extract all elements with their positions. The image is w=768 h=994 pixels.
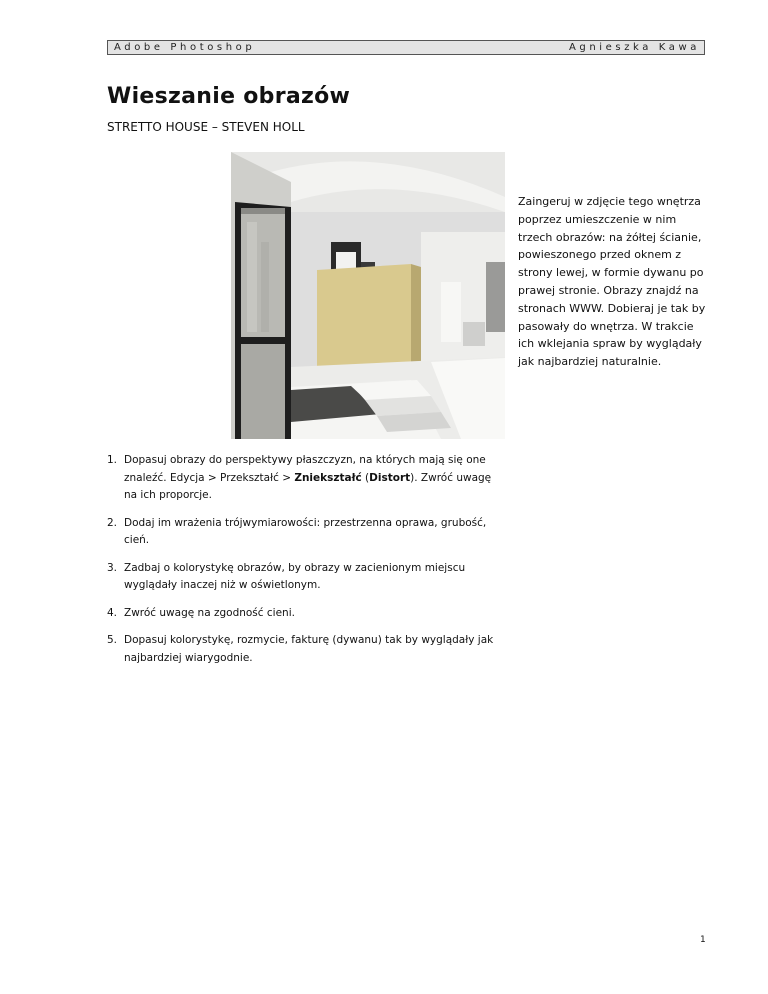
list-item-number: 4. <box>107 606 118 619</box>
interior-photo <box>231 152 505 439</box>
list-item-text: Zadbaj o kolorystykę obrazów, by obrazy w zacienionym miejscu wyglądały inaczej niż w oświetlonym. <box>124 561 466 591</box>
list-item-text: Dopasuj obrazy do perspektywy płaszczyzn, na których mają się one znaleźć. Edycja > Przekształć > <box>124 454 486 484</box>
list-item-number: 2. <box>107 516 118 529</box>
list-item <box>107 605 497 623</box>
header-left-text: Adobe Photoshop <box>114 42 256 53</box>
header-right-text: Agnieszka Kawa <box>568 42 700 53</box>
list-item-text: Dodaj im wrażenia trójwymiarowości: przestrzenna oprawa, grubość, cień. <box>124 516 487 546</box>
interior-photo-icon <box>231 152 505 439</box>
list-item-text: ( <box>361 471 370 484</box>
page-title: Wieszanie obrazów <box>107 84 351 109</box>
list-item <box>107 452 497 505</box>
list-item <box>107 632 497 667</box>
list-item-text: ). Zwróć uwagę na ich proporcje. <box>124 471 492 501</box>
running-header <box>107 40 705 55</box>
list-item-text: Dopasuj kolorystykę, rozmycie, fakturę (dywanu) tak by wyglądały jak najbardziej wiarygodnie. <box>124 634 494 664</box>
page-subtitle: STRETTO HOUSE – STEVEN HOLL <box>107 120 305 134</box>
task-description: Zaingeruj w zdjęcie tego wnętrza poprzez umieszczenie w nim trzech obrazów: na żółtej ścianie, powieszonego przed oknem z strony lewej, w formie dywanu po prawej stronie. Obrazy znajdź na stronach WWW. Dobieraj je tak by pasowały do wnętrza. W trakcie ich wklejania spraw by wyglądały jak najbardziej naturalnie. <box>518 195 706 369</box>
list-item-number: 1. <box>107 454 118 466</box>
list-item-text: Zwróć uwagę na zgodność cieni. <box>124 606 295 619</box>
page-number: 1 <box>700 935 706 945</box>
list-item-number: 3. <box>107 561 118 574</box>
instruction-list <box>107 452 497 677</box>
list-item-number: 5. <box>107 634 118 646</box>
list-item <box>107 515 497 550</box>
list-item-bold-term: Distort <box>369 471 411 484</box>
list-item-bold-term: Zniekształć <box>294 471 362 484</box>
list-item <box>107 560 497 595</box>
